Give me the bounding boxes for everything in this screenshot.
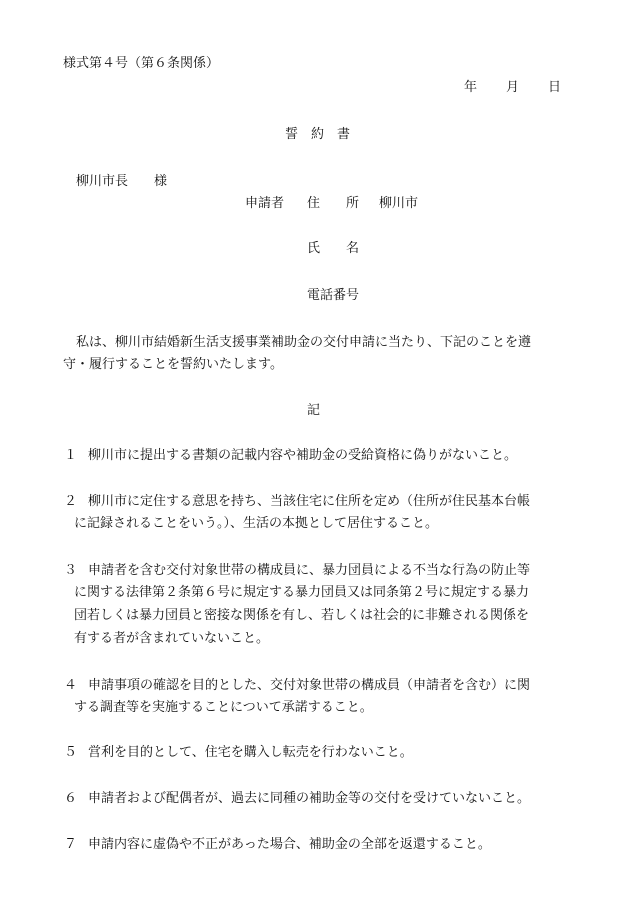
item-number: ４ [64,678,78,693]
item-number: ２ [64,494,78,509]
date-day: 日 [548,80,562,95]
item-number: ６ [64,791,78,806]
item-text: 柳川市に提出する書類の記載内容や補助金の受給資格に偽りがないこと。 [88,448,518,463]
item-text: 柳川市に定住する意思を持ち、当該住宅に住所を定め（住所が住民基本台帳 [88,494,531,509]
form-number: 様式第４号（第６条関係） [63,56,220,71]
item-text: 申請者を含む交付対象世帯の構成員に、暴力団員による不当な行為の防止等 [88,563,531,578]
item-text: 申請内容に虚偽や不正があった場合、補助金の全部を返還すること。 [88,837,491,852]
ki-heading: 記 [307,403,321,418]
phone-label: 電話番号 [307,288,360,303]
intro-line-2: 守・履行することを誓約いたします。 [63,357,283,372]
date-year: 年 [464,80,478,95]
item-number: ３ [64,563,78,578]
addressee: 柳川市長 様 [76,174,168,189]
applicant-label: 申請者 [245,196,285,211]
intro-line-1: 私は、柳川市結婚新生活支援事業補助金の交付申請に当たり、下記のことを遵 [76,335,532,350]
item-text-cont: に関する法律第２条第６号に規定する暴力団員又は同条第２号に規定する暴力 [74,585,530,600]
item-text: 申請事項の確認を目的とした、交付対象世帯の構成員（申請者を含む）に関 [88,678,531,693]
address-label: 住 所 [307,196,360,211]
item-number: ５ [64,745,78,760]
document-title: 誓 約 書 [285,127,351,142]
item-number: ７ [64,837,78,852]
item-text: 申請者および配偶者が、過去に同種の補助金等の交付を受けていないこと。 [88,791,531,806]
item-text-cont: 団若しくは暴力団員と密接な関係を有し、若しくは社会的に非難される関係を [74,608,530,623]
item-number: １ [64,448,78,463]
item-text-cont: 有する者が含まれていないこと。 [74,631,270,646]
name-label: 氏 名 [307,241,360,256]
date-month: 月 [506,80,520,95]
item-text-cont: する調査等を実施することについて承諾すること。 [74,700,373,715]
item-text-cont: に記録されることをいう。）、生活の本拠として居住すること。 [74,516,439,531]
item-text: 営利を目的として、住宅を購入し転売を行わないこと。 [88,745,413,760]
address-value: 柳川市 [379,196,419,211]
